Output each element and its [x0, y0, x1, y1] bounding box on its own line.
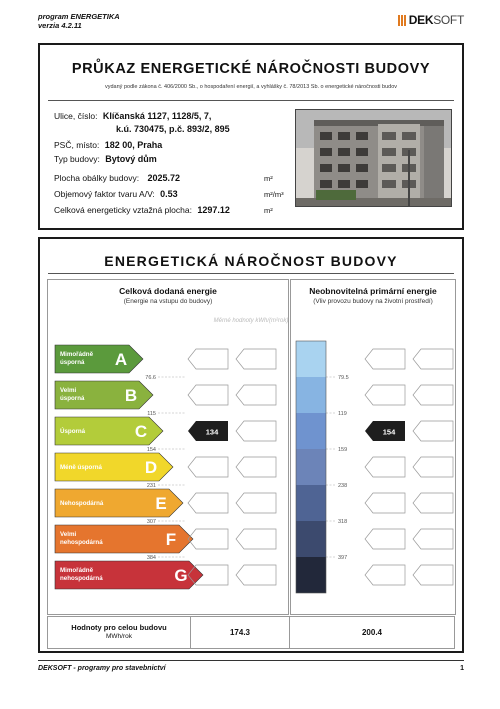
logo-bars-icon — [398, 15, 406, 26]
area-label: Celková energeticky vztažná plocha: — [54, 205, 192, 215]
class-name2-a: úsporná — [60, 359, 85, 366]
left-limit-label: 115 — [147, 411, 156, 417]
class-letter-d: D — [144, 458, 158, 477]
class-letter-a: A — [114, 350, 128, 369]
right-marker-slot — [365, 385, 405, 405]
right-marker-slot — [413, 421, 453, 441]
program-version: verzia 4.2.11 — [38, 21, 82, 30]
shape-label: Objemový faktor tvaru A/V: — [54, 189, 155, 199]
left-limit-label: 231 — [146, 483, 156, 489]
type-value: Bytový dům — [105, 154, 157, 164]
rating-title: ENERGETICKÁ NÁROČNOST BUDOVY — [104, 253, 398, 269]
class-letter-b: B — [124, 386, 138, 405]
left-marker-slot — [236, 385, 276, 405]
right-marker-slot — [365, 529, 405, 549]
class-letter-e: E — [155, 494, 167, 513]
class-name2-g: nehospodárná — [60, 575, 103, 582]
class-name-d: Méně úsporná — [60, 464, 102, 471]
ghost-unit-text: Měrné hodnoty kWh/(m²rok) — [213, 318, 289, 324]
street-value: Klíčanská 1127, 1128/5, 7, — [102, 111, 212, 121]
psc-label: PSČ, místo: — [54, 140, 100, 150]
right-marker-slot — [413, 493, 453, 513]
class-name-a: Mimořádně — [60, 351, 94, 358]
footer-divider — [38, 660, 464, 661]
shape-value: 0.53 — [160, 189, 178, 199]
left-marker-slot — [236, 565, 276, 585]
class-name-c: Úsporná — [60, 428, 86, 435]
class-name2-f: nehospodárná — [60, 539, 103, 546]
primary-scale-block-c — [296, 413, 326, 449]
class-name2-b: úsporná — [60, 395, 85, 402]
left-marker-slot — [236, 349, 276, 369]
shape-unit: m²/m³ — [264, 190, 284, 199]
divider — [48, 100, 454, 101]
total-delivered-value: 174.3 — [191, 617, 290, 648]
right-marker-slot — [413, 457, 453, 477]
right-marker-slot — [413, 349, 453, 369]
card-subtitle: vydaný podle zákona č. 406/2000 Sb., o hospodaření energií, a vyhlášky č. 78/2013 Sb. o energetické náročnosti budov — [105, 84, 397, 90]
primary-scale-block-b — [296, 377, 326, 413]
left-limit-label: 384 — [146, 555, 156, 561]
right-limit-label: 318 — [338, 519, 348, 525]
class-name-b: Velmi — [60, 387, 77, 394]
right-limit-label: 397 — [338, 555, 348, 561]
right-marker-slot — [365, 493, 405, 513]
right-column-heading: Neobnovitelná primární energie — [309, 286, 437, 296]
right-value-label: 154 — [382, 427, 396, 437]
area-unit: m² — [264, 206, 273, 215]
total-primary-value: 200.4 — [361, 628, 383, 637]
right-marker-slot — [365, 349, 405, 369]
program-header — [38, 12, 120, 30]
left-column-heading: Celková dodaná energie — [119, 286, 217, 296]
logo-soft: SOFT — [433, 13, 464, 27]
left-marker-slot — [236, 493, 276, 513]
logo-bold: DEK — [408, 13, 434, 27]
building-photo — [295, 109, 452, 207]
cadastral-value: k.ú. 730475, p.č. 893/2, 895 — [116, 124, 230, 134]
left-marker-slot — [188, 529, 228, 549]
right-marker-slot — [413, 529, 453, 549]
building-info-card — [38, 43, 464, 230]
envelope-unit: m² — [264, 174, 273, 183]
left-marker-slot — [188, 493, 228, 513]
left-marker-slot — [188, 349, 228, 369]
card-title: PRŮKAZ ENERGETICKÉ NÁROČNOSTI BUDOVY — [71, 61, 431, 77]
class-letter-c: C — [134, 422, 148, 441]
type-label: Typ budovy: — [54, 154, 100, 164]
primary-scale-block-e — [296, 485, 326, 521]
right-limit-label: 238 — [338, 483, 348, 489]
right-limit-label: 79.5 — [338, 375, 349, 381]
envelope-label: Plocha obálky budovy: — [54, 173, 140, 183]
totals-label: Hodnoty pro celou budovu — [71, 623, 167, 632]
footer-text: DEKSOFT - programy pro stavebnictví — [38, 665, 166, 672]
totals-unit: MWh/rok — [106, 633, 132, 640]
envelope-value: 2025.72 — [147, 173, 180, 183]
left-marker-slot — [188, 457, 228, 477]
left-marker-slot — [188, 385, 228, 405]
right-limit-label: 159 — [338, 447, 348, 453]
left-marker-slot — [236, 421, 276, 441]
totals-row — [47, 616, 455, 649]
deksoft-logo — [398, 13, 464, 27]
primary-scale-block-g — [296, 557, 326, 593]
left-value-label: 134 — [205, 427, 219, 437]
left-marker-slot — [236, 529, 276, 549]
class-letter-g: G — [174, 566, 188, 585]
left-column-subheading: (Energie na vstupu do budovy) — [123, 298, 213, 305]
page-number: 1 — [460, 665, 464, 672]
right-limit-label: 119 — [338, 411, 347, 417]
class-letter-f: F — [165, 530, 177, 549]
area-value: 1297.12 — [197, 205, 230, 215]
primary-scale-block-d — [296, 449, 326, 485]
program-name: program ENERGETIKA — [38, 12, 120, 21]
energy-rating-card — [38, 237, 464, 653]
right-marker-slot — [365, 457, 405, 477]
right-marker-slot — [413, 385, 453, 405]
left-limit-label: 76.6 — [145, 375, 156, 381]
class-name-f: Velmi — [60, 531, 77, 538]
left-marker-slot — [236, 457, 276, 477]
psc-value: 182 00, Praha — [104, 140, 163, 150]
right-column-subheading: (Vliv provozu budovy na životní prostředí) — [313, 298, 433, 305]
right-marker-slot — [413, 565, 453, 585]
primary-scale-block-a — [296, 341, 326, 377]
energy-scale — [38, 237, 464, 653]
class-name-e: Nehospodárná — [60, 500, 104, 507]
left-limit-label: 307 — [146, 519, 156, 525]
street-label: Ulice, číslo: — [54, 111, 98, 121]
class-name-g: Mimořádně — [60, 567, 94, 574]
primary-scale-block-f — [296, 521, 326, 557]
right-marker-slot — [365, 565, 405, 585]
left-limit-label: 154 — [146, 447, 156, 453]
